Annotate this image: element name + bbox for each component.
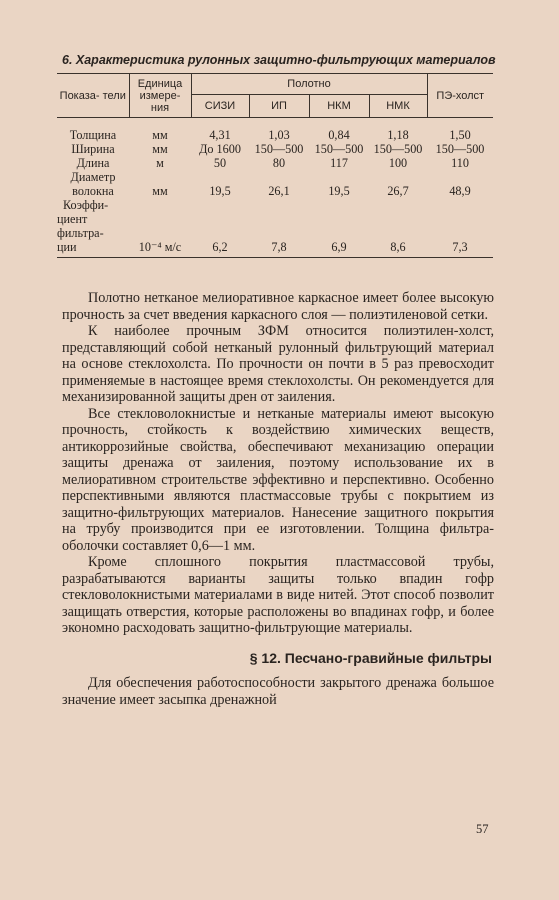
header-indicator: Показа- тели [57,74,129,118]
cell: 0,84 [328,128,350,142]
header-nmk: НМК [369,95,427,118]
row-name: Длина [76,156,110,170]
cell: 8,6 [369,198,427,258]
table-title: 6. Характеристика рулонных защитно-фильтрующих материалов [62,53,496,67]
table-row [57,198,493,258]
row-name [57,198,129,258]
cell: 7,8 [249,198,309,258]
cell: 6,9 [309,198,369,258]
table-row [57,142,493,156]
paragraph: Кроме сплошного покрытия пластмассовой трубы, разрабатываются варианты защиты только впадин гофр стекловолокнистыми материалами в виде нитей. Этот способ позволит защищать отверстия, которые расположены во впадинах гофр, и более экономно расходовать защитно-фильтрующие материалы. [62,554,494,636]
row-name-line: циент [57,212,88,226]
paragraph: К наиболее прочным ЗФМ относится полиэтилен-холст, представляющий собой нетканый рулонный фильтрующий материал на основе стеклохолста. По прочности он почти в 5 раз превосходит применяемые в настоящее время стеклохолсты. Он рекомендуется для механизированной защиты дрен от заиления. [62,323,494,405]
cell: До 1600 [199,142,241,156]
cell: 26,7 [387,184,409,198]
cell: 19,5 [209,184,231,198]
cell: 1,18 [387,128,409,142]
header-sizi: СИЗИ [191,95,249,118]
cell: 100 [388,156,408,170]
row-name: Ширина [71,142,115,156]
row-unit: м [156,156,164,170]
page-number: 57 [476,822,489,836]
cell: 150—500 [314,142,364,156]
header-unit: Единица измере- ния [129,74,191,118]
header-ip: ИП [249,95,309,118]
paragraph: Для обеспечения работоспособности закрытого дренажа большое значение имеет засыпка дренажной [62,675,494,708]
cell: 150—500 [435,142,485,156]
row-unit: мм [152,128,168,142]
cell: 4,31 [209,128,231,142]
cell: 150—500 [373,142,423,156]
header-pe-holst: ПЭ-холст [427,74,493,118]
cell: 26,1 [268,184,290,198]
row-name: Толщина [69,128,117,142]
header-nkm: НКМ [309,95,369,118]
row-name [57,170,129,198]
paragraph: Полотно нетканое мелиоративное каркасное имеет более высокую прочность за счет введения каркасного слоя — полиэтиленовой сетки. [62,290,494,323]
cell: 110 [451,156,469,170]
cell: 48,9 [449,184,471,198]
row-name-line: Коэффи- [63,198,109,212]
row-unit: 10⁻⁴ м/с [129,198,191,258]
row-unit: мм [152,184,168,198]
cell: 7,3 [427,198,493,258]
section-heading: § 12. Песчано-гравийные фильтры [249,649,492,666]
cell: 1,03 [268,128,290,142]
header-group: Полотно [191,74,427,95]
body-text [62,290,494,708]
cell: 19,5 [328,184,350,198]
cell: 6,2 [191,198,249,258]
table-row [57,156,493,170]
paragraph: Все стекловолокнистые и нетканые материалы имеют высокую прочность, стойкость к воздействию химических веществ, антикоррозийные свойства, обеспечивают механизацию операции защиты дренажа от заиления, поэтому использование их в мелиоративном строительстве эффективно и перспективно. Особенно перспективными являются пластмассовые трубы с покрытием из защитно-фильтрующих материалов. Нанесение защитного покрытия на трубу производится при ее изготовлении. Толщина фильтра-оболочки составляет 0,6—1 мм. [62,405,494,554]
row-unit: мм [152,142,168,156]
table-row [57,170,493,198]
table-row [57,128,493,142]
cell: 150—500 [254,142,304,156]
row-name-line: фильтра- [57,226,104,240]
cell: 1,50 [449,128,471,142]
row-name-line: ции [57,240,77,254]
cell: 80 [272,156,286,170]
materials-table [57,73,493,258]
cell: 50 [213,156,227,170]
cell: 117 [330,156,348,170]
row-name-line: волокна [72,184,114,198]
row-name-line: Диаметр [70,170,116,184]
